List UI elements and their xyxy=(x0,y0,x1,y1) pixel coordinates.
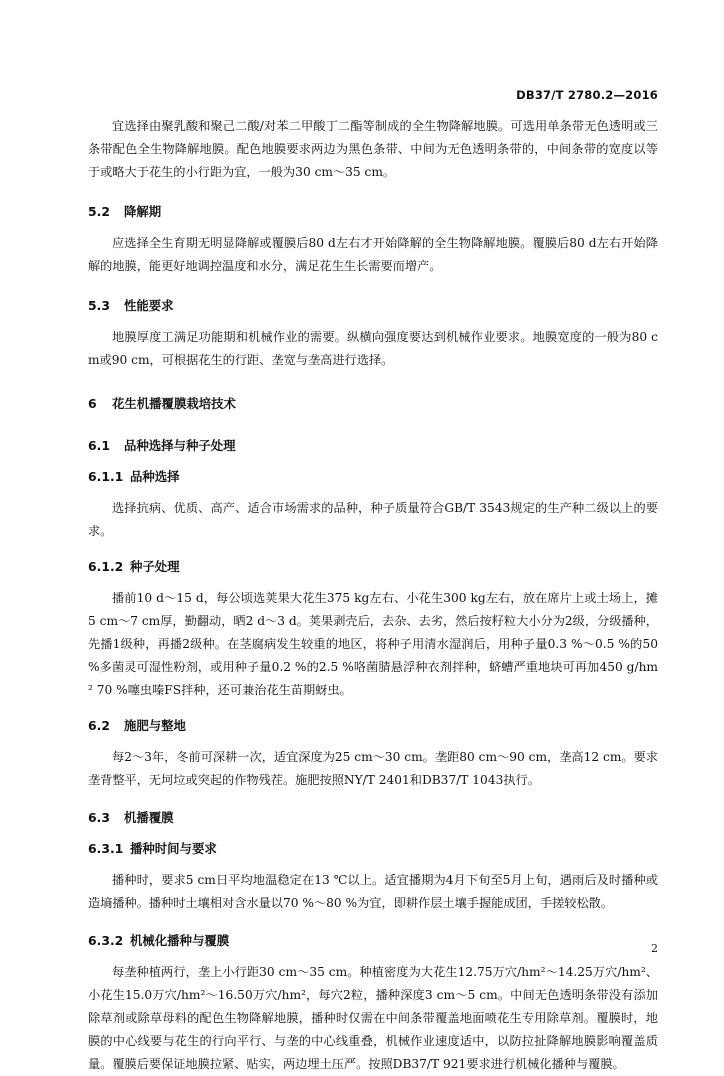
section-number: 6.1.1 xyxy=(88,469,124,484)
section-number: 6 xyxy=(88,396,97,411)
section-heading-5-3 xyxy=(88,296,658,316)
section-number: 6.3.2 xyxy=(88,933,124,948)
paragraph: 应选择全生育期无明显降解或覆膜后80 d左右才开始降解的全生物降解地膜。覆膜后80 d左右开始降解的地膜，能更好地调控温度和水分，满足花生生长需要而增产。 xyxy=(88,236,658,273)
section-title: 施肥与整地 xyxy=(124,718,186,733)
section-heading-6-2 xyxy=(88,716,658,736)
paragraph: 每2～3年，冬前可深耕一次，适宜深度为25 cm～30 cm。垄距80 cm～90 cm，垄高12 cm。要求垄背整平，无坷垃或突起的作物残茬。施肥按照NY/T 2401和DB37/T 1043执行。 xyxy=(88,750,658,787)
section-heading-6-1-1 xyxy=(88,467,658,487)
paragraph: 播种时，要求5 cm日平均地温稳定在13 ℃以上。适宜播期为4月下旬至5月上旬，遇雨后及时播种或造墒播种。播种时土壤相对含水量以70 %～80 %为宜，即耕作层土壤手握能成团，手搓较松散。 xyxy=(88,873,658,910)
section-heading-6-1 xyxy=(88,436,658,456)
standard-code: DB37/T 2780.2—2016 xyxy=(516,88,658,102)
document-body xyxy=(88,115,658,1076)
section-title: 性能要求 xyxy=(124,298,174,313)
section-title: 播种时间与要求 xyxy=(130,841,217,856)
paragraph: 选择抗病、优质、高产、适合市场需求的品种，种子质量符合GB/T 3543规定的生产种二级以上的要求。 xyxy=(88,501,658,538)
section-title: 花生机播覆膜栽培技术 xyxy=(112,396,236,411)
section-heading-6-3-1 xyxy=(88,839,658,859)
section-title: 机播覆膜 xyxy=(124,810,174,825)
section-number: 6.3 xyxy=(88,810,110,825)
section-title: 品种选择与种子处理 xyxy=(124,438,236,453)
section-title: 种子处理 xyxy=(130,559,180,574)
section-number: 5.3 xyxy=(88,298,110,313)
page-number: 2 xyxy=(651,942,658,955)
paragraph: 播前10 d～15 d，每公顷选荚果大花生375 kg左右、小花生300 kg左右，放在席片上或土场上，摊5 cm～7 cm厚，勤翻动，晒2 d～3 d。荚果剥壳后，去杂、去劣，然后按籽粒大小分为2级，分级播种，先播1级种，再播2级种。在茎腐病发生较重的地区，将种子用清水湿润后，用种子量0.3 %～0.5 %的50 %多菌灵可湿性粉剂，或用种子量0.2 %的2.5 %咯菌腈悬浮种衣剂拌种，蛴螬严重地块可再加450 g/hm² 70 %噻虫嗪FS拌种，还可兼治花生苗期蚜虫。 xyxy=(88,591,658,697)
section-title: 机械化播种与覆膜 xyxy=(130,933,230,948)
section-number: 6.2 xyxy=(88,718,110,733)
paragraph: 地膜厚度工满足功能期和机械作业的需要。纵横向强度要达到机械作业要求。地膜宽度的一般为80 cm或90 cm，可根据花生的行距、垄宽与垄高进行选择。 xyxy=(88,330,658,367)
section-heading-5-2 xyxy=(88,202,658,222)
section-title: 品种选择 xyxy=(130,469,180,484)
paragraph: 宜选择由聚乳酸和聚己二酸/对苯二甲酸丁二酯等制成的全生物降解地膜。可选用单条带无色透明或三条带配色全生物降解地膜。配色地膜要求两边为黑色条带、中间为无色透明条带的，中间条带的宽度以等于或略大于花生的小行距为宜，一般为30 cm～35 cm。 xyxy=(88,119,658,179)
section-title: 降解期 xyxy=(124,204,162,219)
chapter-heading-6 xyxy=(88,394,658,414)
section-number: 6.1 xyxy=(88,438,110,453)
section-heading-6-1-2 xyxy=(88,557,658,577)
section-number: 6.3.1 xyxy=(88,841,124,856)
section-heading-6-3 xyxy=(88,808,658,828)
section-heading-6-3-2 xyxy=(88,931,658,951)
section-number: 5.2 xyxy=(88,204,110,219)
section-number: 6.1.2 xyxy=(88,559,124,574)
paragraph: 每垄种植两行，垄上小行距30 cm～35 cm。种植密度为大花生12.75万穴/hm²～14.25万穴/hm²、小花生15.0万穴/hm²～16.50万穴/hm²，每穴2粒，播种深度3 cm～5 cm。中间无色透明条带没有添加除草剂或除草母料的配色生物降解地膜，播种时仅需在中间条带覆盖地面喷花生专用除草剂。覆膜时，地膜的中心线要与花生的行向平行、与垄的中心线重叠，机械作业速度适中，以防拉扯降解地膜影响覆盖质量。覆膜后要保证地膜拉紧、贴实，两边埋土压严。按照DB37/T 921要求进行机械化播种与覆膜。 xyxy=(88,965,658,1071)
